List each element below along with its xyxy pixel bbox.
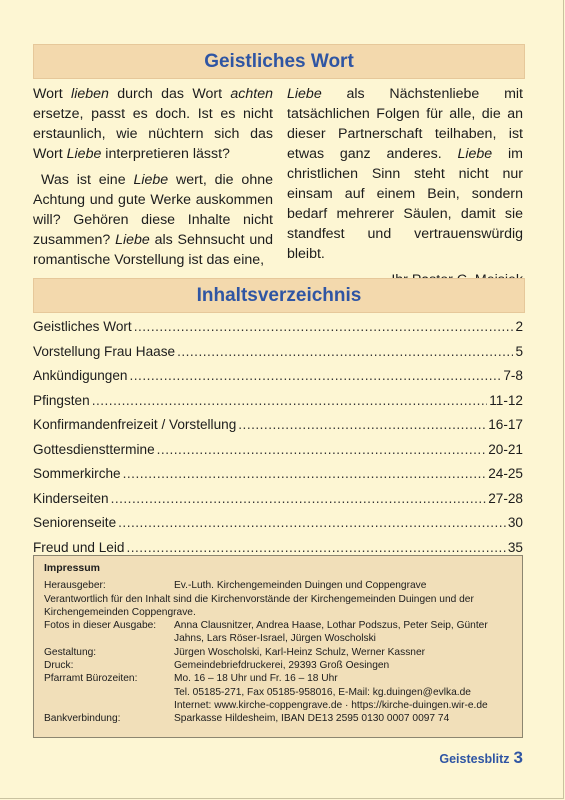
section-title-geistliches-wort: Geistliches Wort <box>33 44 525 79</box>
toc-entry <box>33 344 523 369</box>
toc-entry-title: Pfingsten <box>33 392 90 408</box>
office-contact: Tel. 05185-271, Fax 05185-958016, E-Mail: kg.duingen@evlka.de <box>174 686 471 698</box>
impressum-row-pfarramt <box>44 672 512 712</box>
toc-entry-page: 2 <box>515 319 523 334</box>
text-run: interpretieren lässt? <box>101 146 230 162</box>
toc-entry-page: 7-8 <box>503 368 523 383</box>
toc-leader-dots <box>134 319 514 334</box>
toc-entry-title: Ankündigungen <box>33 368 128 383</box>
toc-leader-dots <box>111 491 487 506</box>
toc-entry <box>33 319 523 344</box>
text-run: im christlichen Sinn steht nicht nur einsam auf einem Bein, sondern bedarf mehrerer Säulen, damit sie standfest und vertrauenswürdig bleibt. <box>287 146 523 262</box>
article-paragraph <box>33 84 273 164</box>
impressum-row-bank <box>44 712 512 725</box>
table-of-contents <box>33 319 523 564</box>
impressum-label: Druck: <box>44 660 74 672</box>
toc-entry-page: 11-12 <box>489 392 523 408</box>
emphasized-word: Liebe <box>457 146 493 162</box>
page-footer <box>439 748 523 768</box>
text-run: Wort <box>33 86 72 102</box>
toc-entry <box>33 368 523 393</box>
text-run: Was ist eine <box>41 172 134 188</box>
toc-leader-dots <box>157 442 487 457</box>
emphasized-word: Liebe <box>287 86 322 102</box>
text-run: wert, die ohne Achtung und gute Werke auskommen will? Gehören diese Inhalte nicht zusammen? <box>33 172 273 248</box>
text-run: durch das Wort <box>108 86 231 102</box>
toc-entry-page: 16-17 <box>488 417 523 432</box>
article-right-column <box>287 84 523 290</box>
toc-entry <box>33 417 523 442</box>
impressum-heading: Impressum <box>44 562 101 574</box>
office-hours: Mo. 16 – 18 Uhr und Fr. 16 – 18 Uhr <box>174 673 338 685</box>
impressum-label: Pfarramt Bürozeiten: <box>44 673 138 685</box>
toc-entry-title: Geistliches Wort <box>33 319 132 334</box>
toc-entry-title: Sommerkirche <box>33 466 121 481</box>
impressum-label: Bankverbindung: <box>44 713 121 725</box>
toc-leader-dots <box>238 417 486 432</box>
toc-entry-title: Seniorenseite <box>33 515 117 530</box>
page-number: 3 <box>513 748 523 767</box>
impressum-value: Ev.-Luth. Kirchengemeinden Duingen und Coppengrave <box>174 580 427 592</box>
toc-entry <box>33 442 523 467</box>
article-left-column <box>33 84 273 270</box>
toc-entry-title: Freud und Leid <box>33 539 125 555</box>
toc-leader-dots <box>177 344 513 359</box>
toc-entry-page: 27-28 <box>488 490 523 506</box>
impressum-label: Gestaltung: <box>44 646 97 658</box>
impressum-label: Herausgeber: <box>44 580 106 592</box>
impressum-value: Anna Clausnitzer, Andrea Haase, Lothar Podszus, Peter Seip, Günter Jahns, Lars Röser-Israel, Jürgen Woscholski <box>174 620 488 645</box>
toc-leader-dots <box>130 368 502 383</box>
emphasized-word: Liebe <box>66 146 102 162</box>
toc-entry <box>33 393 523 418</box>
toc-entry-page: 24-25 <box>488 466 523 481</box>
section-title-inhaltsverzeichnis: Inhaltsverzeichnis <box>33 278 525 313</box>
emphasized-word: Liebe <box>133 172 169 188</box>
toc-entry <box>33 491 523 516</box>
text-run: ersetze, passt es doch. Ist es nicht erstaunlich, wie nüchtern sich das Wort <box>33 106 273 162</box>
toc-entry-title: Gottesdiensttermine <box>33 441 155 457</box>
toc-entry-title: Kinderseiten <box>33 490 109 506</box>
impressum-row-herausgeber <box>44 579 512 592</box>
toc-entry <box>33 466 523 491</box>
toc-entry-title: Vorstellung Frau Haase <box>33 343 176 359</box>
impressum-value <box>174 672 512 712</box>
impressum-row-fotos <box>44 619 512 646</box>
toc-leader-dots <box>126 540 505 555</box>
toc-entry-page: 35 <box>507 539 523 555</box>
toc-leader-dots <box>92 393 488 408</box>
text-run: als Sehnsucht und romantische Vorstellung ist das eine, <box>33 232 273 268</box>
impressum-row-druck <box>44 659 512 672</box>
toc-entry <box>33 515 523 540</box>
article-paragraph <box>33 170 273 270</box>
toc-entry-page: 30 <box>507 515 523 530</box>
impressum-box <box>33 555 523 738</box>
toc-entry-page: 20-21 <box>488 441 523 457</box>
impressum-label: Fotos in dieser Ausgabe: <box>44 620 157 632</box>
office-website: Internet: www.kirche-coppengrave.de · https://kirche-duingen.wir-e.de <box>174 699 488 711</box>
impressum-value: Jürgen Woscholski, Karl-Heinz Schulz, Werner Kassner <box>174 646 426 658</box>
impressum-verantwortlich: Verantwortlich für den Inhalt sind die Kirchenvorstände der Kirchengemeinden Duingen und der Kirchengemeinden Coppengrave. <box>44 593 474 618</box>
impressum-row-gestaltung <box>44 646 512 659</box>
toc-leader-dots <box>118 515 506 530</box>
impressum-value: Sparkasse Hildesheim, IBAN DE13 2595 0130 0007 0097 74 <box>174 713 450 725</box>
emphasized-word: Liebe <box>115 232 150 248</box>
magazine-name: Geistesblitz <box>439 752 510 766</box>
emphasized-word: achten <box>230 86 273 102</box>
impressum-value: Gemeindebriefdruckerei, 29393 Groß Oesingen <box>174 660 390 672</box>
emphasized-word: lieben <box>71 86 109 102</box>
toc-entry-page: 5 <box>515 343 523 359</box>
toc-entry-title: Konfirmandenfreizeit / Vorstellung <box>33 417 237 432</box>
toc-leader-dots <box>123 466 487 481</box>
text-run: als Nächstenliebe mit tatsächlichen Folgen für alle, die an dieser Partnerschaft teilhaben, ist etwas ganz anderes. <box>287 86 523 162</box>
article-paragraph <box>287 84 523 264</box>
